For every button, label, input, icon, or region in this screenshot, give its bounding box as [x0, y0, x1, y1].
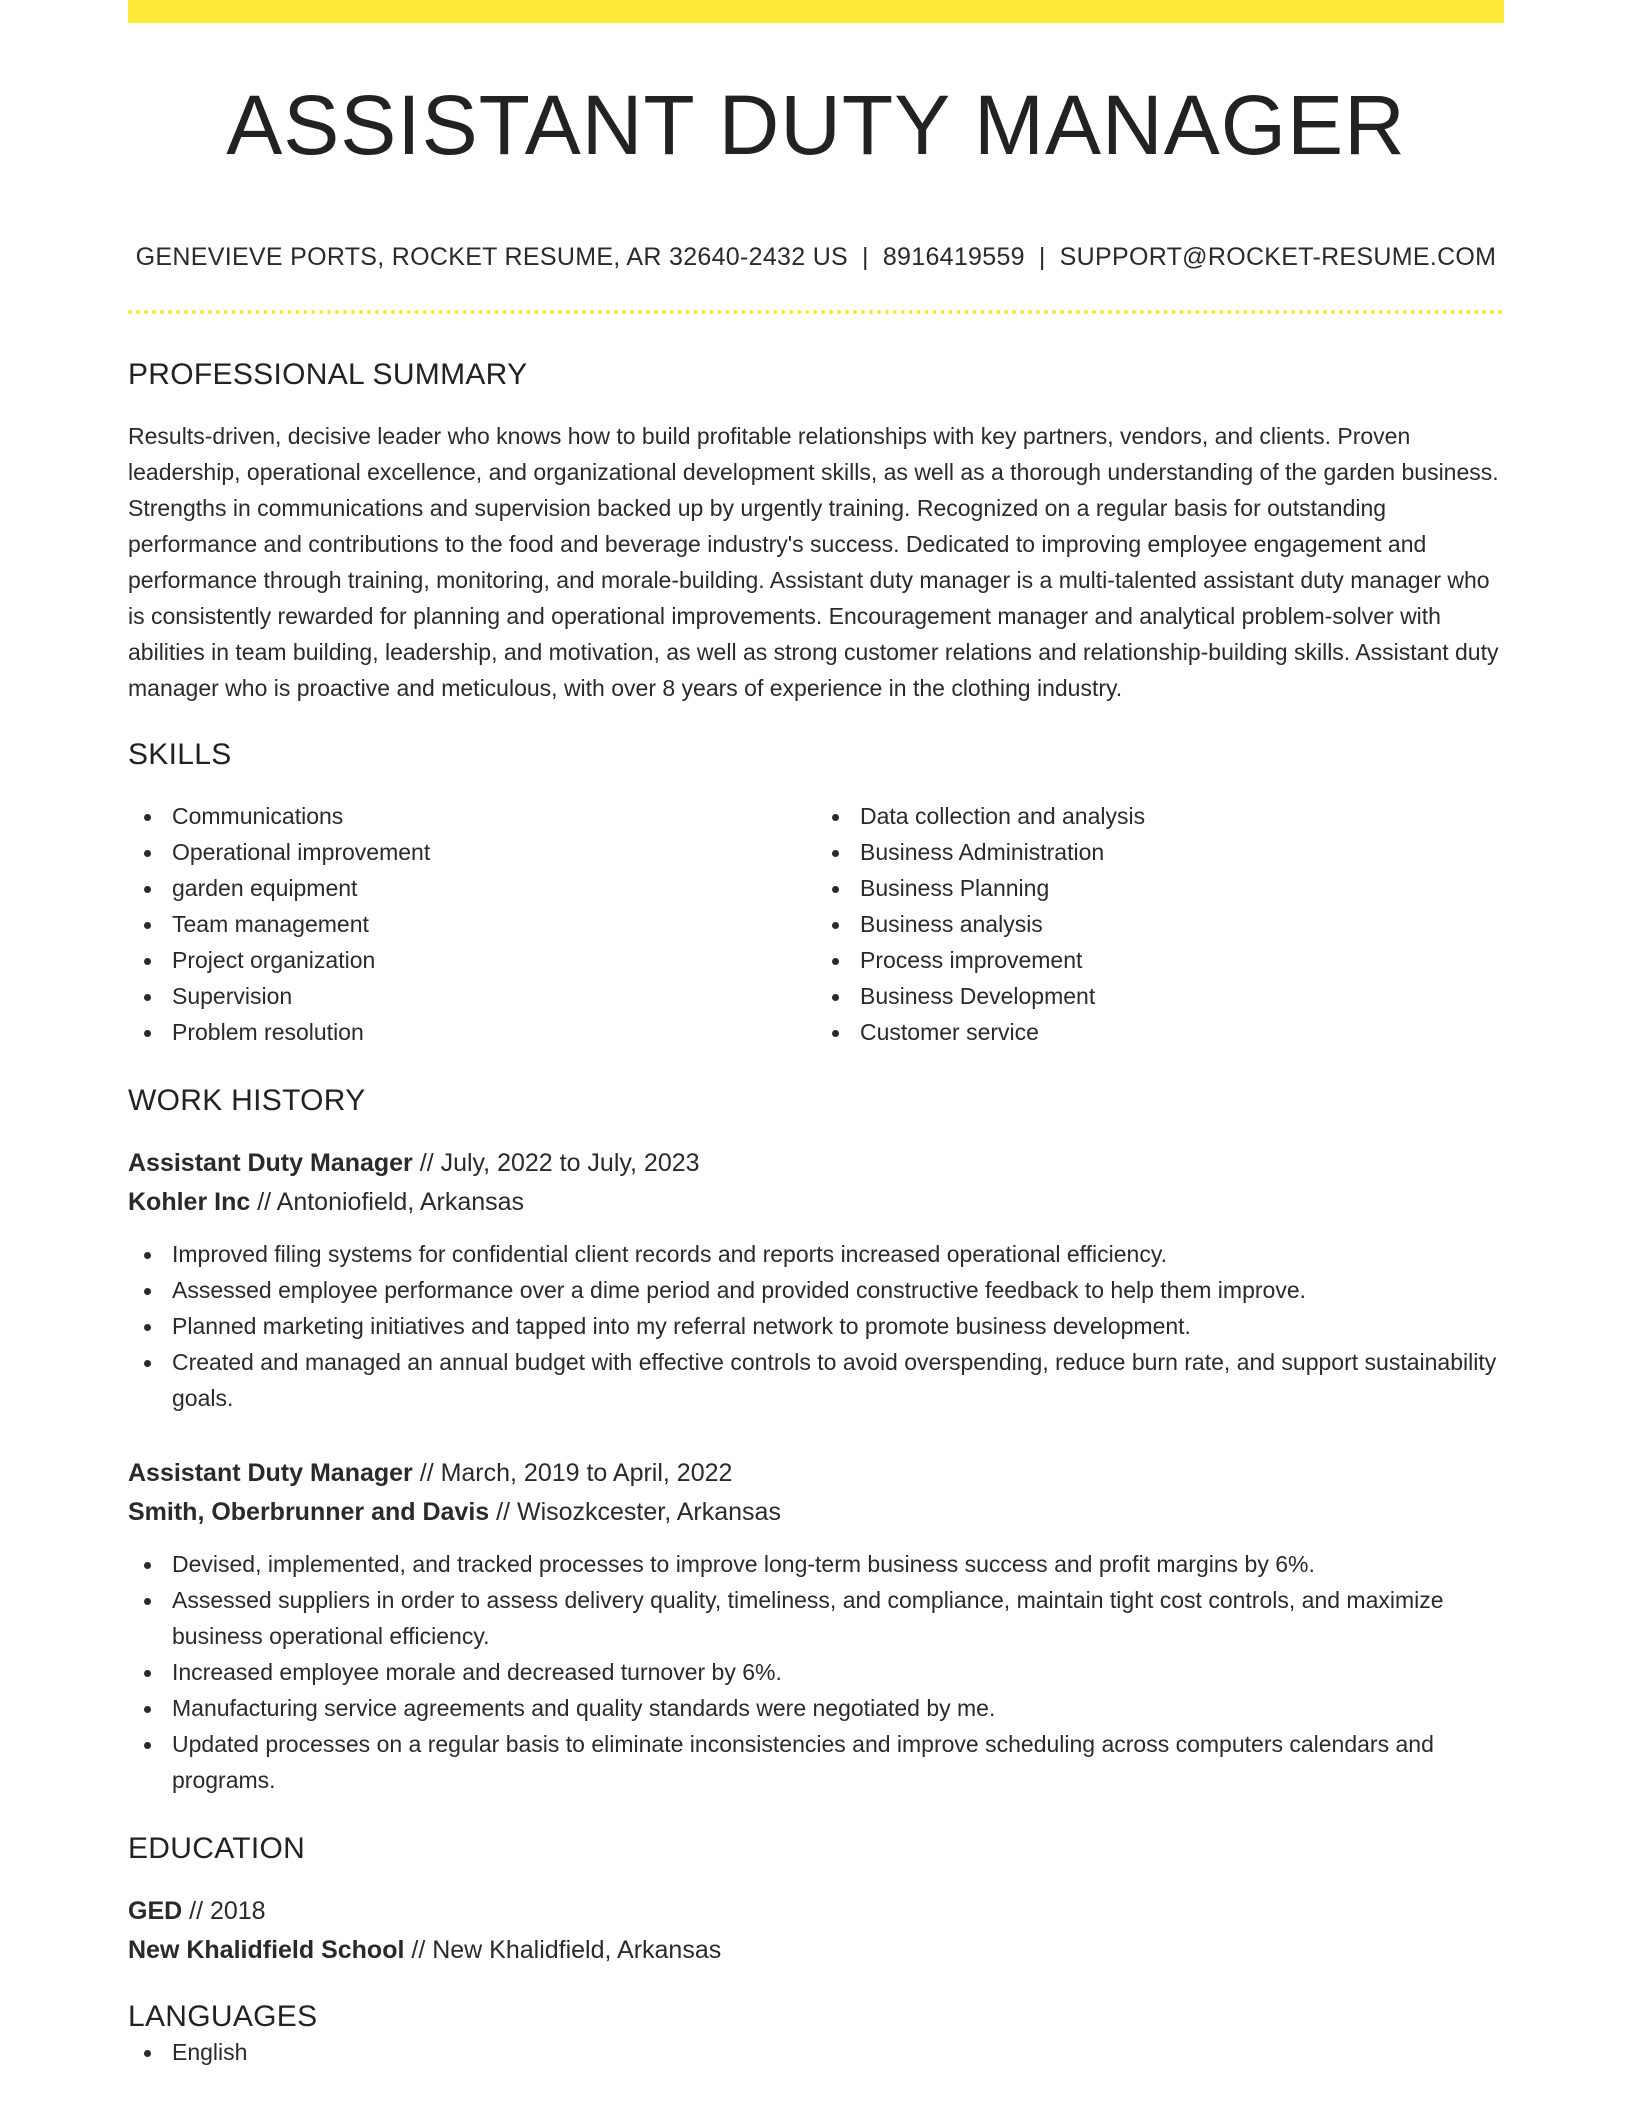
education-school: New Khalidfield School: [128, 1936, 405, 1964]
job-role: Assistant Duty Manager: [128, 1149, 413, 1177]
job-location: // Wisozkcester, Arkansas: [489, 1498, 781, 1526]
education-school-line: [128, 1931, 1504, 1970]
job-role: Assistant Duty Manager: [128, 1459, 413, 1487]
job-bullets: [128, 1546, 1504, 1798]
job-dates: // March, 2019 to April, 2022: [412, 1459, 733, 1487]
job-bullet: Improved filing systems for confidential client records and reports increased operational efficiency.: [128, 1236, 1504, 1272]
languages-title: LANGUAGES: [128, 2000, 318, 2033]
skill-item: Communications: [128, 798, 816, 834]
job-bullet: Planned marketing initiatives and tapped into my referral network to promote business development.: [128, 1308, 1504, 1344]
job-company-line: [128, 1183, 1504, 1222]
skill-item: Operational improvement: [128, 834, 816, 870]
job-role-line: [128, 1454, 1504, 1493]
job-bullet: Devised, implemented, and tracked processes to improve long-term business success and profit margins by 6%.: [128, 1546, 1504, 1582]
job-entry: [128, 1144, 1504, 1416]
job-bullet: Updated processes on a regular basis to eliminate inconsistencies and improve scheduling across computers calendars and programs.: [128, 1726, 1504, 1798]
skill-item: Process improvement: [816, 942, 1504, 978]
contact-email: SUPPORT@ROCKET-RESUME.COM: [1059, 243, 1497, 271]
job-bullet: Increased employee morale and decreased turnover by 6%.: [128, 1654, 1504, 1690]
job-bullet: Manufacturing service agreements and quality standards were negotiated by me.: [128, 1690, 1504, 1726]
job-company-line: [128, 1493, 1504, 1532]
skill-item: Project organization: [128, 942, 816, 978]
contact-phone: 8916419559: [882, 243, 1025, 271]
contact-line: [128, 243, 1504, 272]
education-location: // New Khalidfield, Arkansas: [404, 1936, 722, 1964]
job-company: Kohler Inc: [128, 1188, 251, 1216]
skill-item: garden equipment: [128, 870, 816, 906]
job-bullet: Assessed suppliers in order to assess delivery quality, timeliness, and compliance, maintain tight cost controls, and maximize business operational efficiency.: [128, 1582, 1504, 1654]
skill-item: Business Administration: [816, 834, 1504, 870]
language-item: English: [128, 2034, 1504, 2070]
job-bullets: [128, 1236, 1504, 1416]
summary-text: Results-driven, decisive leader who knows how to build profitable relationships with key partners, vendors, and clients. Proven leadership, operational excellence, and organizational development skills, as well as a thorough understanding of the garden business. Strengths in communications and supervision backed up by urgently training. Recognized on a regular basis for outstanding performance and contributions to the food and beverage industry's success. Dedicated to improving employee engagement and performance through training, monitoring, and morale-building. Assistant duty manager is a multi-talented assistant duty manager who is consistently rewarded for planning and operational improvements. Encouragement manager and analytical problem-solver with abilities in team building, leadership, and motivation, as well as strong customer relations and relationship-building skills. Assistant duty manager who is proactive and meticulous, with over 8 years of experience in the clothing industry.: [128, 423, 1499, 701]
contact-address: GENEVIEVE PORTS, ROCKET RESUME, AR 32640-2432 US: [135, 243, 849, 271]
education-entry: [128, 1892, 1504, 1970]
languages-list: [128, 2034, 1504, 2070]
job-bullet: Created and managed an annual budget with effective controls to avoid overspending, reduce burn rate, and support sustainability goals.: [128, 1344, 1504, 1416]
skill-item: Problem resolution: [128, 1014, 816, 1050]
skills-left-column: [128, 798, 816, 1050]
education-title: EDUCATION: [128, 1832, 306, 1865]
job-company: Smith, Oberbrunner and Davis: [128, 1498, 490, 1526]
summary-title: PROFESSIONAL SUMMARY: [128, 358, 528, 391]
skill-item: Supervision: [128, 978, 816, 1014]
skill-item: Team management: [128, 906, 816, 942]
resume-name: ASSISTANT DUTY MANAGER: [226, 78, 1406, 172]
work-history-title: WORK HISTORY: [128, 1084, 366, 1117]
education-year: // 2018: [182, 1897, 266, 1925]
resume-page: [128, 0, 1504, 2070]
contact-separator: |: [862, 243, 869, 271]
skills-grid: [128, 798, 1504, 1050]
dotted-divider: [128, 310, 1504, 314]
job-dates: // July, 2022 to July, 2023: [412, 1149, 700, 1177]
education-degree-line: [128, 1892, 1504, 1931]
job-entry: [128, 1454, 1504, 1798]
job-bullet: Assessed employee performance over a dime period and provided constructive feedback to help them improve.: [128, 1272, 1504, 1308]
job-location: // Antoniofield, Arkansas: [250, 1188, 525, 1216]
skill-item: Business analysis: [816, 906, 1504, 942]
skill-item: Customer service: [816, 1014, 1504, 1050]
skills-right-column: [816, 798, 1504, 1050]
skill-item: Business Planning: [816, 870, 1504, 906]
skill-item: Business Development: [816, 978, 1504, 1014]
skills-title: SKILLS: [128, 738, 232, 771]
skill-item: Data collection and analysis: [816, 798, 1504, 834]
top-accent-bar: [128, 0, 1504, 23]
job-role-line: [128, 1144, 1504, 1183]
education-degree: GED: [128, 1897, 183, 1925]
contact-separator: |: [1038, 243, 1046, 271]
